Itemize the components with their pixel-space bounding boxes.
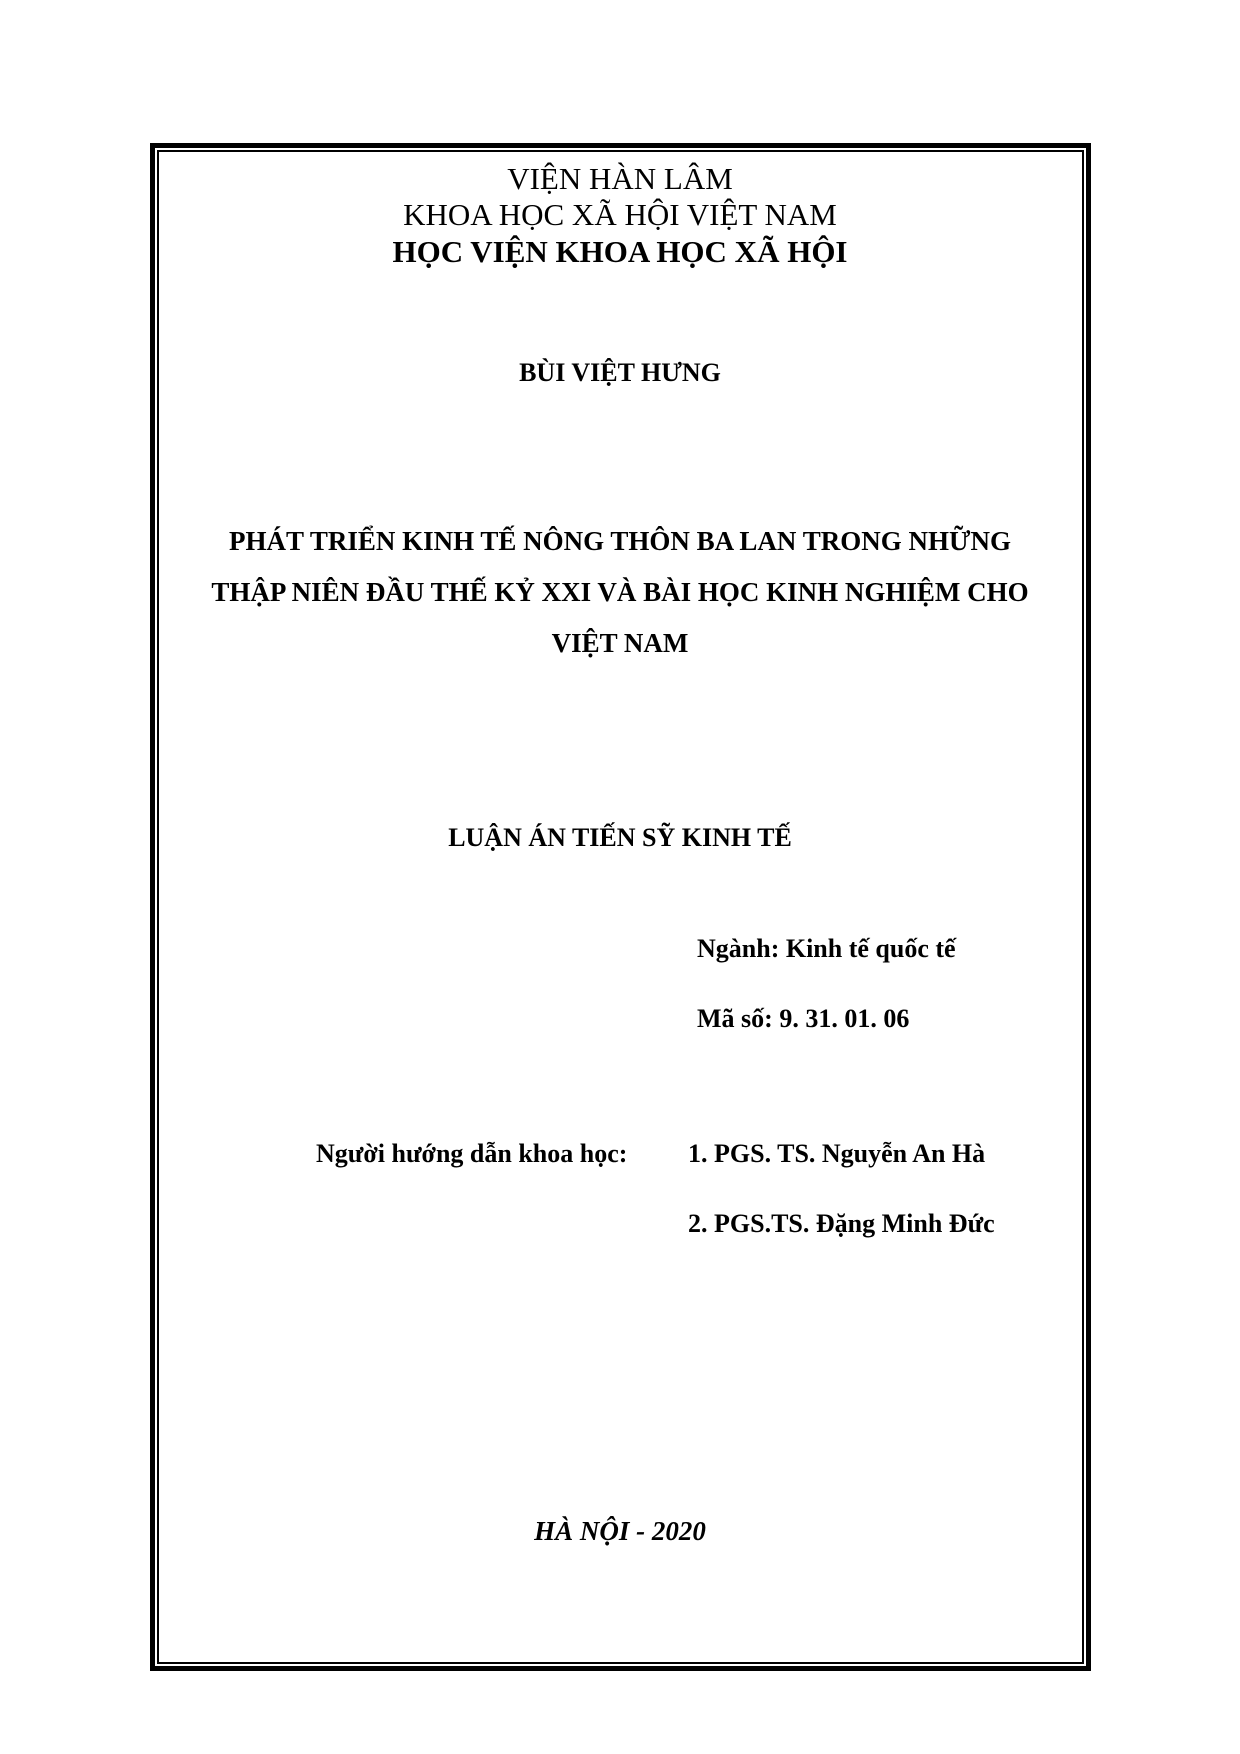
academy-name-line2: KHOA HỌC XÃ HỘI VIỆT NAM <box>403 197 837 232</box>
place-and-year: HÀ NỘI - 2020 <box>534 1516 706 1546</box>
supervisor-1: 1. PGS. TS. Nguyễn An Hà <box>688 1139 986 1168</box>
thesis-title-line2: THẬP NIÊN ĐẦU THẾ KỶ XXI VÀ BÀI HỌC KINH NGHIỆM CHO <box>211 577 1029 607</box>
major-code: Mã số: 9. 31. 01. 06 <box>697 1004 910 1033</box>
supervisors-label: Người hướng dẫn khoa học: <box>316 1139 628 1168</box>
supervisor-2: 2. PGS.TS. Đặng Minh Đức <box>688 1209 995 1238</box>
institute-name: HỌC VIỆN KHOA HỌC XÃ HỘI <box>392 234 848 269</box>
thesis-title-line3: VIỆT NAM <box>551 628 689 658</box>
author-name: BÙI VIỆT HƯNG <box>519 358 721 387</box>
thesis-title-line1: PHÁT TRIỂN KINH TẾ NÔNG THÔN BA LAN TRONG NHỮNG <box>229 526 1011 556</box>
degree-type: LUẬN ÁN TIẾN SỸ KINH TẾ <box>448 823 792 852</box>
major-label: Ngành: Kinh tế quốc tế <box>697 934 956 963</box>
academy-name-line1: VIỆN HÀN LÂM <box>507 161 733 196</box>
